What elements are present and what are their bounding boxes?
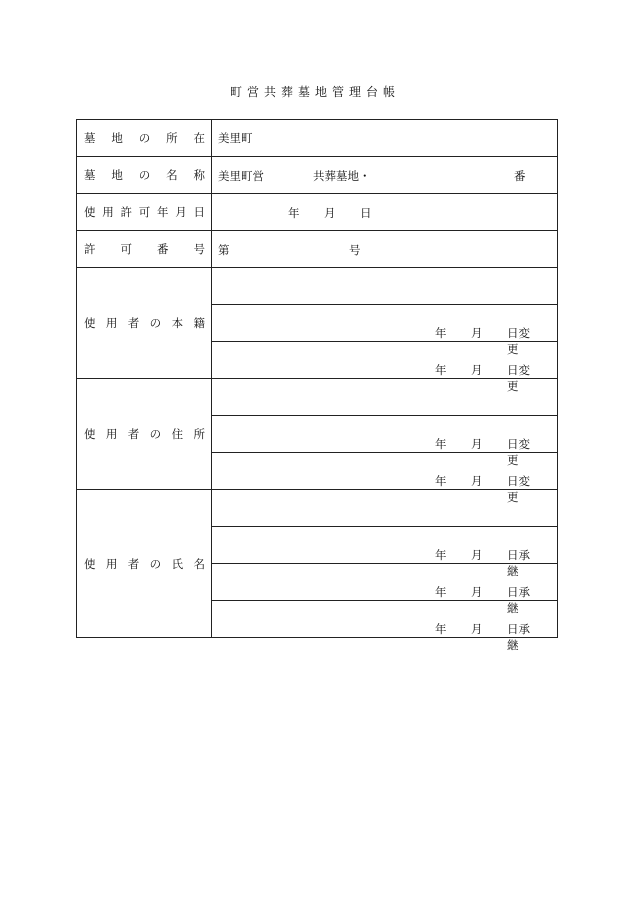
permit-date-label: 使 用 許 可 年 月 日 — [84, 205, 205, 219]
domicile-label: 使 用 者 の 本 籍 — [84, 316, 205, 330]
label-cell — [77, 231, 212, 268]
domicile-change-cell[interactable] — [212, 342, 558, 393]
domicile-change-cell[interactable] — [212, 305, 558, 356]
label-cell — [77, 120, 212, 157]
change-date: 年 月 日変更 — [435, 326, 530, 356]
location-label: 墓 地 の 所 在 — [84, 131, 205, 145]
label-cell — [77, 268, 212, 379]
name-middle: 共葬墓地・ — [313, 169, 371, 183]
row-user-name — [77, 490, 558, 527]
change-date: 年 月 日変更 — [435, 474, 530, 504]
succession-cell[interactable] — [212, 601, 558, 652]
succession-date: 年 月 日承継 — [435, 585, 530, 615]
label-cell — [77, 194, 212, 231]
location-value-cell[interactable] — [212, 120, 558, 157]
name-prefix: 美里町営 — [218, 169, 264, 183]
row-permit-number — [77, 231, 558, 268]
domicile-entry-cell[interactable] — [212, 268, 558, 305]
name-value-cell[interactable] — [212, 157, 558, 194]
permit-number-suffix: 号 — [349, 243, 361, 257]
location-value: 美里町 — [218, 131, 253, 145]
address-label: 使 用 者 の 住 所 — [84, 427, 205, 441]
permit-number-prefix: 第 — [218, 243, 230, 257]
label-cell — [77, 157, 212, 194]
succession-date: 年 月 日承継 — [435, 548, 530, 578]
address-change-cell[interactable] — [212, 416, 558, 467]
name-suffix: 番 — [514, 169, 526, 183]
succession-date: 年 月 日承継 — [435, 622, 530, 652]
permit-year: 年 — [288, 206, 300, 220]
label-cell — [77, 490, 212, 638]
row-domicile — [77, 268, 558, 305]
address-change-cell[interactable] — [212, 453, 558, 504]
user-name-entry-cell[interactable] — [212, 490, 558, 527]
row-permit-date — [77, 194, 558, 231]
address-entry-cell[interactable] — [212, 379, 558, 416]
name-label: 墓 地 の 名 称 — [84, 168, 205, 182]
cemetery-ledger-table — [76, 119, 558, 652]
succession-cell[interactable] — [212, 527, 558, 578]
label-cell — [77, 379, 212, 490]
permit-month: 月 — [324, 206, 336, 220]
user-name-label: 使 用 者 の 氏 名 — [84, 556, 205, 571]
change-date: 年 月 日変更 — [435, 437, 530, 467]
row-name — [77, 157, 558, 194]
permit-date-value-cell[interactable] — [212, 194, 558, 231]
row-location — [77, 120, 558, 157]
permit-number-value-cell[interactable] — [212, 231, 558, 268]
document-title: 町営共葬墓地管理台帳 — [229, 85, 400, 99]
change-date: 年 月 日変更 — [435, 363, 530, 393]
succession-cell[interactable] — [212, 564, 558, 615]
permit-number-label: 許 可 番 号 — [84, 242, 205, 256]
row-address — [77, 379, 558, 416]
permit-day: 日 — [360, 206, 372, 220]
